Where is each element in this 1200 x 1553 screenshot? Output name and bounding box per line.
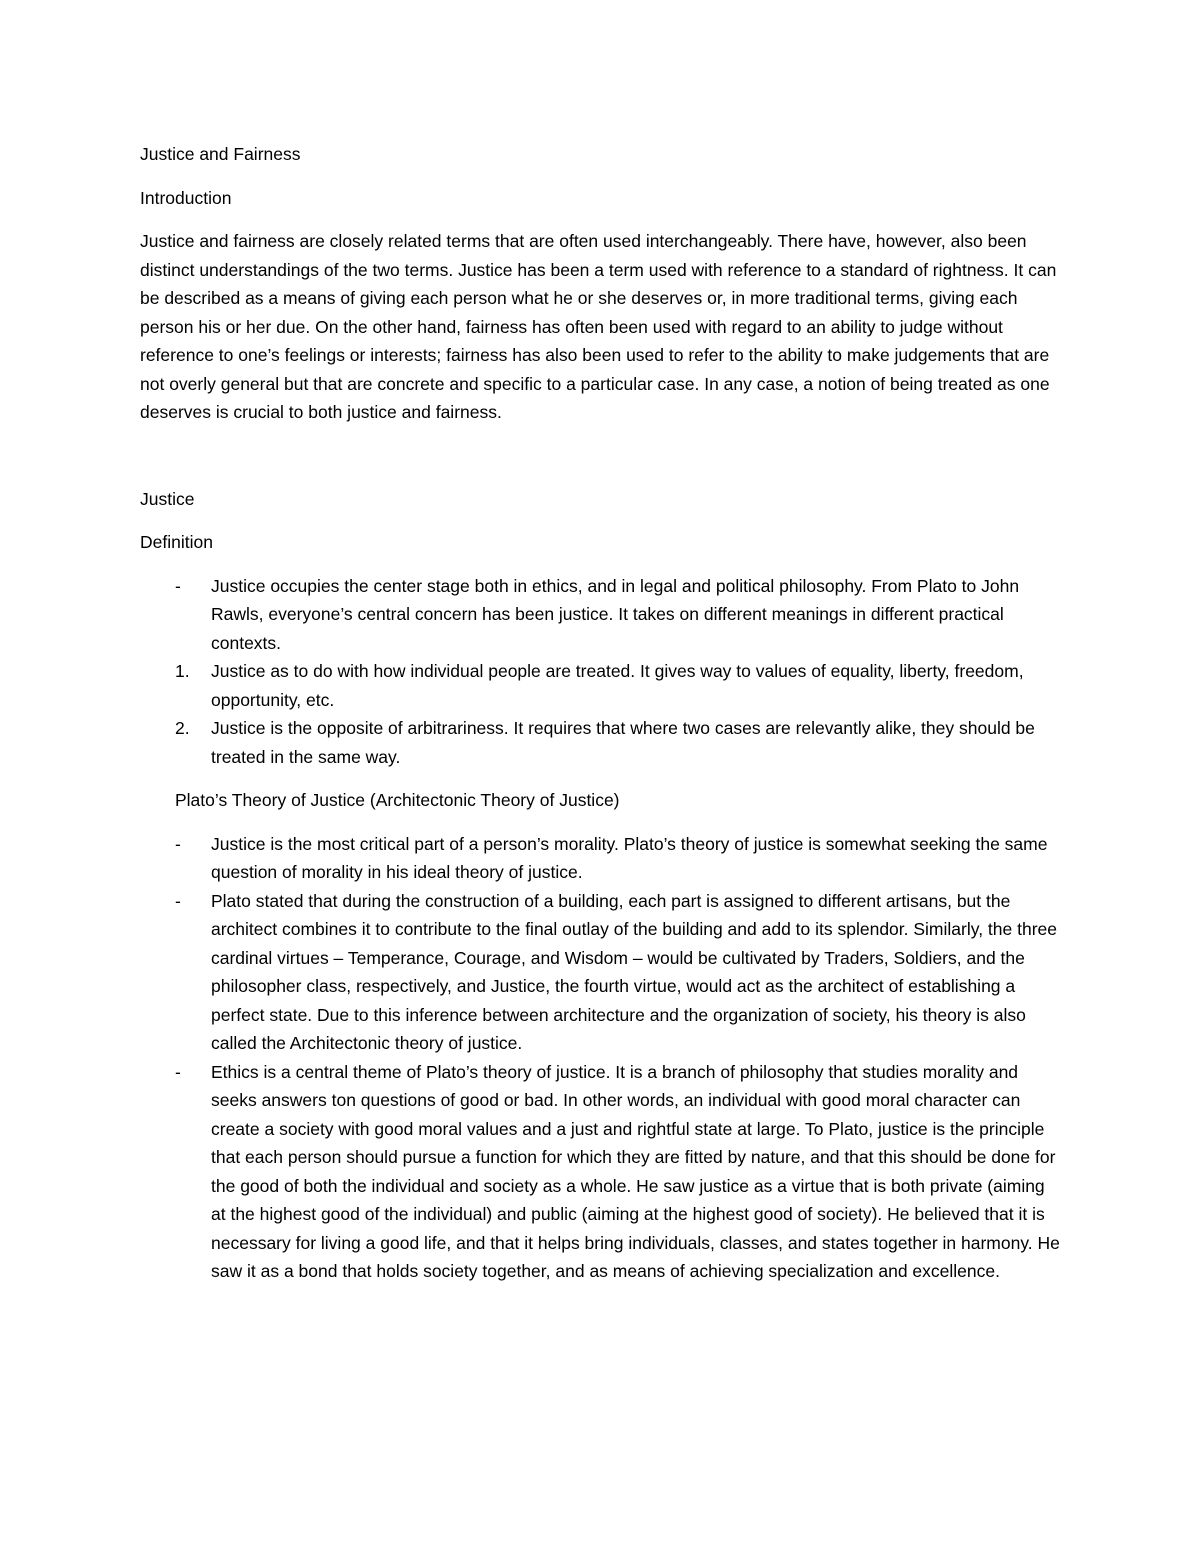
list-marker: 2. [175,718,190,738]
intro-paragraph: Justice and fairness are closely related terms that are often used interchangeably. There have, however, also been distinct understandings of the two terms. Justice has been a term used with reference to a standard of rightness. It can be described as a means of giving each person what he or she deserves or, in more traditional terms, giving each person his or her due. On the other hand, fairness has often been used with regard to an ability to judge without reference to one’s feelings or interests; fairness has also been used to refer to the ability to make judgements that are not overly general but that are concrete and specific to a particular case. In any case, a notion of being treated as one deserves is crucial to both justice and fairness. [140,231,1057,422]
section-spacer [140,442,1060,485]
list-item-text: Plato stated that during the construction of a building, each part is assigned to different artisans, but the architect combines it to contribute to the final outlay of the building and add to its splendor. Similarly, the three cardinal virtues – Temperance, Courage, and Wisdom – would be cultivated by Traders, Soldiers, and the philosopher class, respectively, and Justice, the fourth virtue, would act as the architect of establishing a perfect state. Due to this inference between architecture and the organization of society, his theory is also called the Architectonic theory of justice. [211,890,1057,1053]
list-item [140,714,1060,771]
list-marker: 1. [175,661,190,681]
list-marker: - [175,890,181,911]
list-item-text: Justice is the opposite of arbitrariness. It requires that where two cases are relevantly alike, they should be treated in the same way. [211,718,1035,767]
list-item [140,1058,1060,1286]
document-page [140,140,1060,1301]
list-item [140,657,1060,714]
definition-heading: Definition [140,532,213,552]
list-item [140,572,1060,658]
list-item [140,830,1060,887]
plato-heading: Plato’s Theory of Justice (Architectonic Theory of Justice) [175,790,620,810]
definition-list [140,572,1060,772]
list-item-text: Justice occupies the center stage both in ethics, and in legal and political philosophy. From Plato to John Rawls, everyone’s central concern has been justice. It takes on different meanings in different practical contexts. [211,575,1020,653]
list-item [140,887,1060,1058]
document-title: Justice and Fairness [140,144,301,164]
list-marker: - [175,833,181,854]
intro-heading: Introduction [140,187,232,208]
justice-heading: Justice [140,488,195,509]
list-item-text: Justice as to do with how individual people are treated. It gives way to values of equality, liberty, freedom, opportunity, etc. [211,661,1024,710]
list-marker: - [175,1061,181,1082]
list-item-text: Justice is the most critical part of a person’s morality. Plato’s theory of justice is somewhat seeking the same question of morality in his ideal theory of justice. [211,833,1048,882]
list-marker: - [175,575,181,596]
plato-list [140,830,1060,1286]
list-item-text: Ethics is a central theme of Plato’s theory of justice. It is a branch of philosophy that studies morality and seeks answers ton questions of good or bad. In other words, an individual with good moral character can create a society with good moral values and a just and rightful state at large. To Plato, justice is the principle that each person should pursue a function for which they are fitted by nature, and that this should be done for the good of both the individual and society as a whole. He saw justice as a virtue that is both private (aiming at the highest good of the individual) and public (aiming at the highest good of society). He believed that it is necessary for living a good life, and that it helps bring individuals, classes, and states together in harmony. He saw it as a bond that holds society together, and as means of achieving specialization and excellence. [211,1061,1060,1281]
